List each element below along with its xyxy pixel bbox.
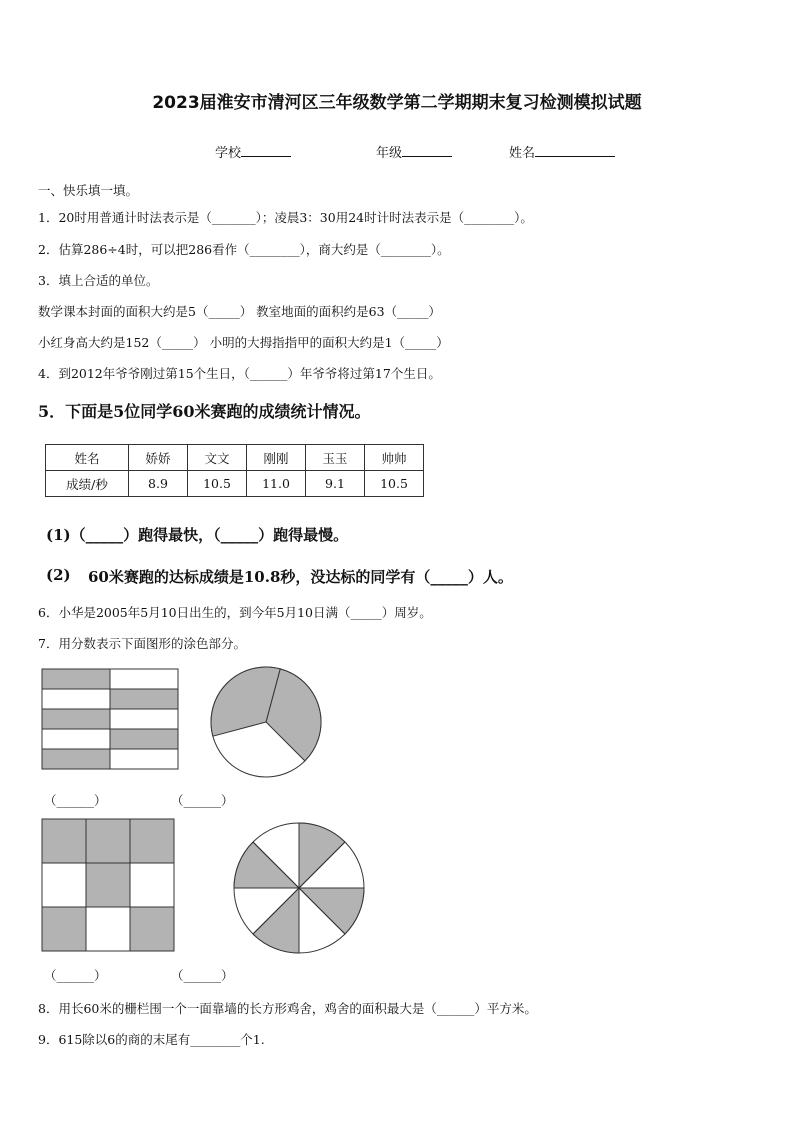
grade-field xyxy=(376,142,452,161)
question-9: 9．615除以6的商的末尾有________个1. xyxy=(38,1032,265,1047)
question-5-part-2: 60米赛跑的达标成绩是10.8秒，没达标的同学有（_____）人。 xyxy=(88,568,513,586)
table-cell: 帅帅 xyxy=(365,445,424,471)
score-table xyxy=(45,444,424,497)
question-6: 6．小华是2005年5月10日出生的，到今年5月10日满（_____）周岁。 xyxy=(38,605,432,620)
name-field xyxy=(509,142,615,161)
answer-blank-fig1: （______） xyxy=(44,793,107,808)
question-5-part-2-number: (2) xyxy=(46,566,71,584)
table-cell: 成绩/秒 xyxy=(46,471,129,497)
table-cell: 娇娇 xyxy=(129,445,188,471)
answer-blank-fig4: （______） xyxy=(171,968,234,983)
table-cell: 10.5 xyxy=(188,471,247,497)
grade-blank xyxy=(402,144,452,157)
table-cell: 玉玉 xyxy=(306,445,365,471)
table-header-row xyxy=(46,445,424,471)
school-field xyxy=(215,142,291,161)
school-label: 学校 xyxy=(215,146,242,161)
table-cell: 姓名 xyxy=(46,445,129,471)
question-3a: 数学课本封面的面积大约是5（_____） 教室地面的面积约是63（_____） xyxy=(38,304,441,319)
grade-label: 年级 xyxy=(376,146,403,161)
question-4: 4．到2012年爷爷刚过第15个生日，（______）年爷爷将过第17个生日。 xyxy=(38,366,441,381)
answer-blank-fig3: （______） xyxy=(44,968,107,983)
table-cell: 11.0 xyxy=(247,471,306,497)
question-2: 2．估算286÷4时，可以把286看作（________），商大约是（________）。 xyxy=(38,242,450,257)
table-cell: 9.1 xyxy=(306,471,365,497)
page-title: 2023届淮安市清河区三年级数学第二学期期末复习检测模拟试题 xyxy=(152,93,642,113)
question-3b: 小红身高大约是152（_____） 小明的大拇指指甲的面积大约是1（_____） xyxy=(38,335,449,350)
figure-circle-eighths xyxy=(231,820,367,956)
question-7: 7．用分数表示下面图形的涂色部分。 xyxy=(38,636,246,651)
school-blank xyxy=(241,144,291,157)
figure-grid-rectangle xyxy=(41,668,181,772)
table-cell: 10.5 xyxy=(365,471,424,497)
table-cell: 8.9 xyxy=(129,471,188,497)
question-3: 3．填上合适的单位。 xyxy=(38,273,159,288)
name-blank xyxy=(535,144,615,157)
section-heading: 一、快乐填一填。 xyxy=(38,183,139,198)
table-cell: 刚刚 xyxy=(247,445,306,471)
question-5: 5．下面是5位同学60米赛跑的成绩统计情况。 xyxy=(38,402,371,421)
table-row xyxy=(46,471,424,497)
figure-square-grid xyxy=(41,818,177,954)
question-5-part-1: (1)（_____）跑得最快，（_____）跑得最慢。 xyxy=(46,526,349,544)
question-8: 8．用长60米的栅栏围一个一面靠墙的长方形鸡舍，鸡舍的面积最大是（______）平方米。 xyxy=(38,1001,537,1016)
table-cell: 文文 xyxy=(188,445,247,471)
name-label: 姓名 xyxy=(509,146,536,161)
question-1: 1．20时用普通计时法表示是（_______）；凌晨3：30用24时计时法表示是（________）。 xyxy=(38,210,533,225)
figure-circle-thirds xyxy=(208,664,324,780)
answer-blank-fig2: （______） xyxy=(171,793,234,808)
